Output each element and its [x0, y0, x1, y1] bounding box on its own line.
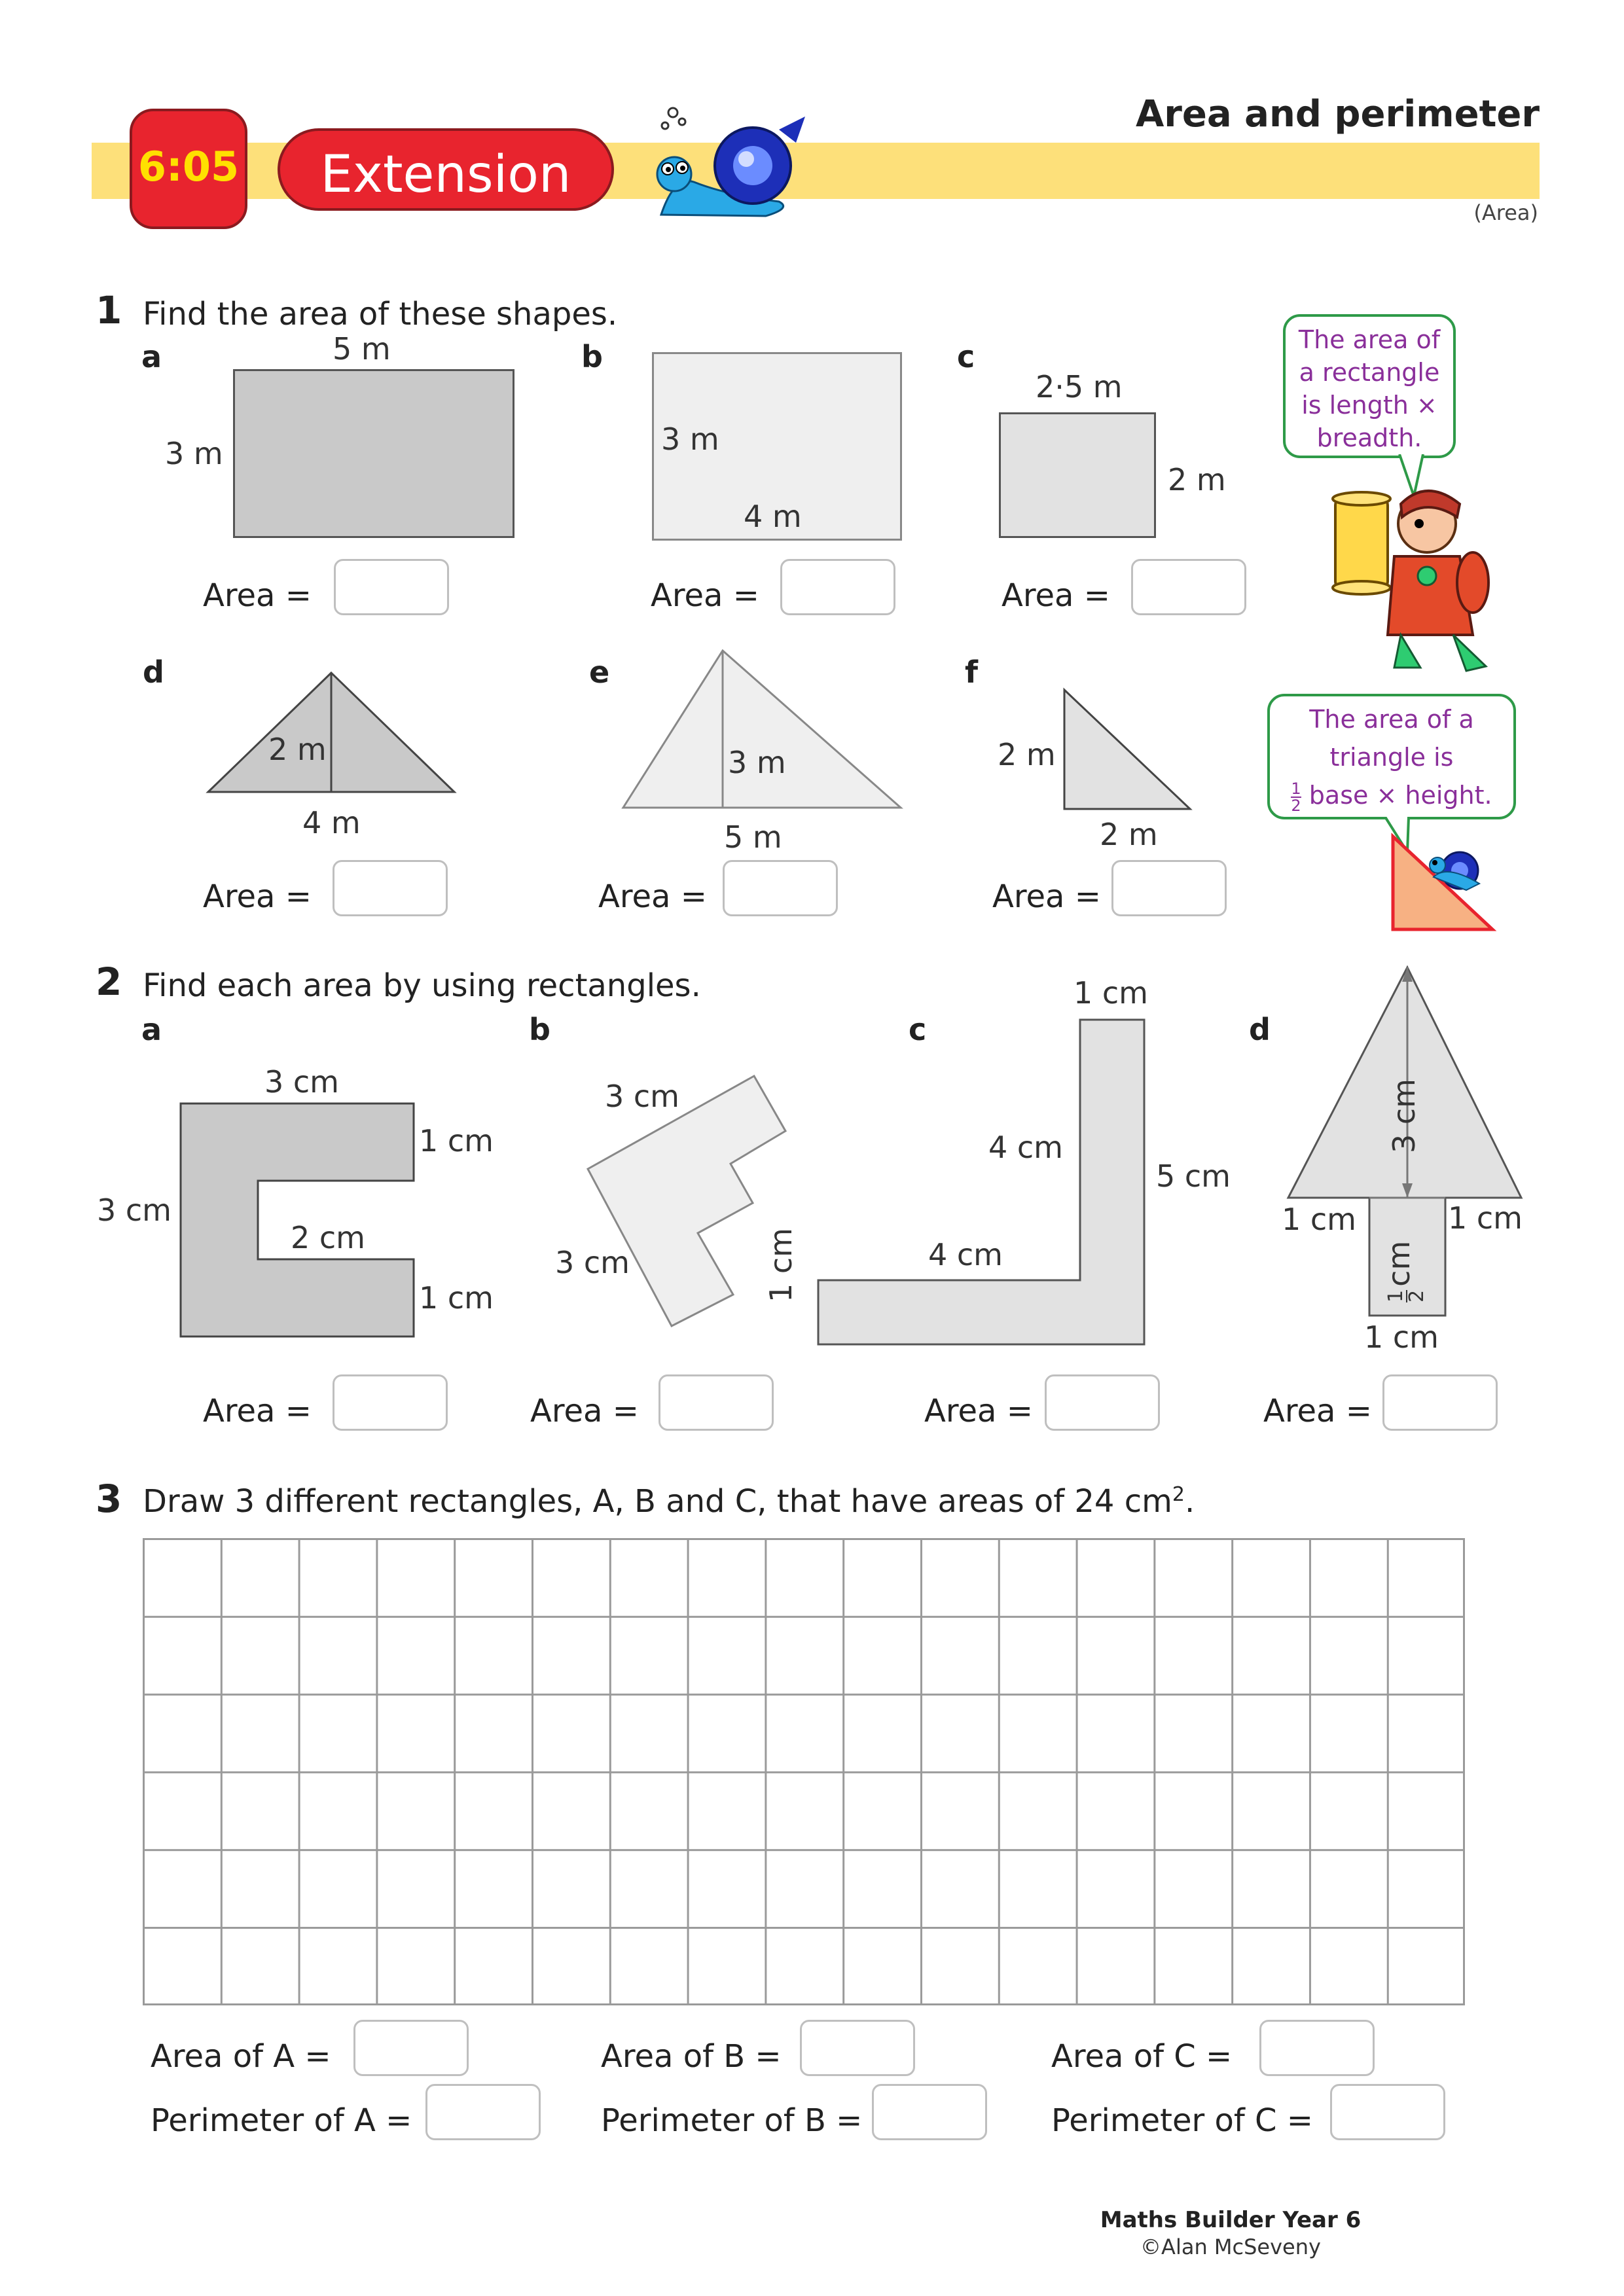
area-c-answer-box[interactable]: [1259, 2020, 1375, 2076]
q2d-left-label: 1 cm: [1282, 1202, 1356, 1237]
question-1-number: 1: [96, 288, 122, 332]
footer-copyright: ©Alan McSeveny: [1140, 2234, 1321, 2259]
page-title: Area and perimeter: [1135, 93, 1540, 135]
q2c-inner-horizontal-label: 4 cm: [928, 1237, 1003, 1272]
q1c-answer-box[interactable]: [1131, 559, 1246, 615]
area-b-answer-box[interactable]: [800, 2020, 915, 2076]
q2c-area-label: Area =: [924, 1393, 1033, 1429]
extension-badge: [278, 128, 614, 211]
q1a-answer-box[interactable]: [334, 559, 449, 615]
q1c-length-label: 2·5 m: [1036, 369, 1123, 404]
rectangle-tip-line-4: breadth.: [1316, 423, 1422, 452]
q2a-right-bottom-label: 1 cm: [419, 1280, 494, 1316]
question-2-number: 2: [96, 960, 122, 1004]
q2c-l-shape: [812, 1016, 1152, 1350]
question-3-prompt-text: Draw 3 different rectangles, A, B and C, that have areas of 24 cm: [143, 1483, 1172, 1520]
q1c-area-label: Area =: [1001, 577, 1110, 614]
q2a-top-label: 3 cm: [264, 1064, 339, 1100]
question-1-prompt: Find the area of these shapes.: [143, 296, 618, 332]
q1e-triangle: [618, 645, 906, 816]
q1d-triangle: [203, 668, 465, 798]
q2a-answer-box[interactable]: [333, 1374, 448, 1431]
snail-mascot-icon: [648, 103, 812, 221]
q2d-stem-fraction: [1386, 1290, 1427, 1302]
area-a-answer-box[interactable]: [353, 2020, 469, 2076]
q1e-height-label: 3 m: [728, 745, 786, 780]
q2-part-c-letter: c: [909, 1012, 927, 1047]
question-3-prompt: [143, 1483, 1195, 1520]
triangle-tip-fraction: [1291, 781, 1301, 814]
area-c-label: Area of C =: [1051, 2038, 1233, 2075]
q2a-right-top-label: 1 cm: [419, 1123, 494, 1158]
perimeter-c-answer-box[interactable]: [1330, 2084, 1445, 2140]
q1e-answer-box[interactable]: [723, 860, 838, 916]
area-a-label: Area of A =: [151, 2038, 331, 2075]
rectangle-tip-line-2: a rectangle: [1299, 358, 1440, 387]
triangle-tip-line-3: [1270, 776, 1513, 814]
snail-on-triangle-icon: [1388, 831, 1499, 936]
triangle-tip-line-1: The area of a: [1309, 705, 1474, 734]
q1-part-f-letter: f: [965, 655, 979, 690]
perimeter-b-answer-box[interactable]: [872, 2084, 987, 2140]
triangle-tip-bubble: [1267, 694, 1516, 819]
q2d-stem-frac-num: 1: [1384, 1289, 1407, 1302]
rectangle-tip-line-1: The area of: [1298, 325, 1441, 354]
q2c-top-label: 1 cm: [1074, 975, 1148, 1011]
perimeter-a-answer-box[interactable]: [425, 2084, 541, 2140]
q2c-inner-vertical-label: 4 cm: [988, 1130, 1063, 1165]
q2b-answer-box[interactable]: [659, 1374, 774, 1431]
q2a-area-label: Area =: [203, 1393, 312, 1429]
character-with-scroll-icon: [1329, 484, 1499, 681]
q1c-breadth-label: 2 m: [1168, 462, 1226, 497]
triangle-tip-frac-den: 2: [1291, 796, 1301, 815]
q1-part-a-letter: a: [141, 339, 162, 374]
q1d-base-label: 4 m: [302, 805, 361, 840]
q2b-area-label: Area =: [530, 1393, 639, 1429]
q2-part-d-letter: d: [1249, 1012, 1271, 1047]
lesson-number: 6:05: [137, 143, 240, 190]
q2d-right-label: 1 cm: [1448, 1200, 1523, 1236]
q2d-stem-label: [1381, 1241, 1427, 1302]
q2d-stem-frac-den: 2: [1405, 1289, 1428, 1302]
perimeter-a-label: Perimeter of A =: [151, 2102, 412, 2139]
q1d-answer-box[interactable]: [333, 860, 448, 916]
drawing-grid[interactable]: [143, 1538, 1465, 2005]
q1f-base-label: 2 m: [1100, 817, 1158, 852]
q1d-height-label: 2 m: [268, 732, 327, 767]
q1b-side-label: 3 m: [661, 422, 719, 457]
q1f-answer-box[interactable]: [1111, 860, 1227, 916]
triangle-tip-frac-num: 1: [1291, 779, 1301, 798]
footer-book-title: Maths Builder Year 6: [1100, 2207, 1362, 2233]
q2-part-b-letter: b: [529, 1012, 550, 1047]
question-3-prompt-sup: 2: [1172, 1483, 1185, 1506]
question-2-prompt: Find each area by using rectangles.: [143, 967, 701, 1004]
q1f-triangle: [1059, 685, 1197, 816]
q2d-answer-box[interactable]: [1382, 1374, 1498, 1431]
q2a-inner-label: 2 cm: [291, 1220, 365, 1255]
extension-label: Extension: [320, 145, 571, 204]
q1d-area-label: Area =: [203, 878, 312, 915]
q2c-right-label: 5 cm: [1156, 1158, 1231, 1194]
q1a-area-label: Area =: [203, 577, 312, 614]
q1f-area-label: Area =: [992, 878, 1101, 915]
perimeter-c-label: Perimeter of C =: [1051, 2102, 1313, 2139]
q2b-bottom-label: 3 cm: [555, 1245, 630, 1280]
perimeter-b-label: Perimeter of B =: [601, 2102, 863, 2139]
lesson-number-badge: [130, 109, 247, 229]
triangle-tip-formula: base × height.: [1308, 781, 1492, 810]
q1b-area-label: Area =: [651, 577, 759, 614]
q2d-area-label: Area =: [1263, 1393, 1372, 1429]
area-b-label: Area of B =: [601, 2038, 782, 2075]
q2d-bottom-label: 1 cm: [1364, 1319, 1439, 1355]
q1e-area-label: Area =: [598, 878, 707, 915]
q2d-height-label: 3 cm: [1386, 1079, 1422, 1153]
q2c-left-label: 1 cm: [763, 1228, 799, 1302]
q1-part-b-letter: b: [581, 339, 603, 374]
q1a-rectangle: [233, 369, 514, 538]
q1f-height-label: 2 m: [998, 737, 1056, 772]
rectangle-tip-bubble: [1283, 314, 1456, 458]
q1b-answer-box[interactable]: [780, 559, 895, 615]
q2-part-a-letter: a: [141, 1012, 162, 1047]
question-3-prompt-end: .: [1184, 1483, 1195, 1520]
question-3-number: 3: [96, 1477, 122, 1521]
rectangle-tip-line-3: is length ×: [1301, 391, 1437, 420]
q2a-left-label: 3 cm: [97, 1193, 171, 1228]
page-subtitle: (Area): [1473, 200, 1538, 225]
triangle-tip-line-2: triangle is: [1329, 743, 1454, 772]
q1-part-c-letter: c: [957, 339, 975, 374]
q1a-length-label: 5 m: [333, 331, 391, 367]
q2d-stem-unit: cm: [1381, 1240, 1416, 1287]
q1-part-d-letter: d: [143, 655, 164, 690]
q1-part-e-letter: e: [589, 655, 610, 690]
q1b-base-label: 4 m: [744, 499, 802, 534]
q2c-answer-box[interactable]: [1045, 1374, 1160, 1431]
q1e-base-label: 5 m: [724, 819, 782, 855]
q2b-top-label: 3 cm: [605, 1079, 679, 1114]
q1c-rectangle: [999, 412, 1156, 538]
q1a-breadth-label: 3 m: [165, 436, 223, 471]
